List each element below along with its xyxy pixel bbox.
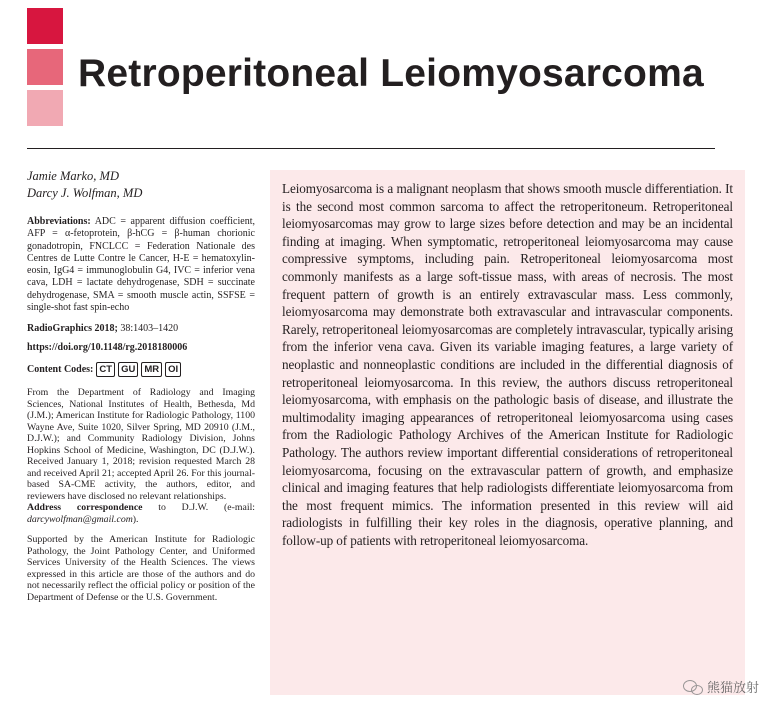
watermark-text: 熊猫放射 [706, 681, 759, 696]
content-codes-label: Content Codes: [27, 364, 94, 376]
support-text: Supported by the American Institute for Radiologic Pathology, the Joint Pathology Center, and Uniformed Services University of the Health Sciences. The views expressed in this article are those of the authors and do not necessarily reflect the official policy or position of the Department of Defense or the U.S. Government. [27, 534, 255, 603]
affiliation-text: From the Department of Radiology and Imaging Sciences, National Institutes of Health, Bethesda, Md (J.M.); American Institute for Radiologic Pathology, 1100 Wayne Ave, Suite 1020, Silver Spring, MD 20910 (J.M., D.J.W.); and Community Radiology Division, Johns Hopkins School of Medicine, Washington, DC (D.J.W.). Received January 1, 2018; revision requested March 28 and received April 21; accepted April 26. For this journal-based SA-CME activity, the authors, editor, and reviewers have disclosed no relevant relationships. [27, 387, 255, 502]
title-accent-squares [27, 8, 63, 131]
citation-volume: 38:1403–1420 [117, 323, 179, 335]
author-1: Jamie Marko, MD [27, 169, 119, 183]
content-code-mr: MR [141, 362, 162, 377]
citation [27, 323, 255, 335]
sidebar-column [27, 168, 255, 603]
title-divider [27, 148, 715, 149]
correspondence-label: Address correspondence [27, 502, 143, 514]
correspondence-end: ). [132, 513, 139, 525]
abstract-text: Leiomyosarcoma is a malignant neoplasm that shows smooth muscle differentiation. It is the second most common sarcoma to affect the retroperitoneum. Retroperitoneal leiomyosarcomas may grow to large sizes before detection and may be an incidental finding at imaging. When symptomatic, retroperitoneal leiomyosarcoma may cause compressive symptoms, including pain. Retroperitoneal leiomyosarcoma most commonly manifests as a large soft-tissue mass, with areas of necrosis. The most frequent pattern of growth is an entirely extravascular mass. Less commonly, leiomyosarcoma may demonstrate both extravascular and intravascular components. Rarely, retroperitoneal leiomyosarcomas are completely intravascular, typically arising from the inferior vena cava. Given its variable imaging features, a large variety of neoplastic and nonneoplastic conditions are included in the differential diagnosis of retroperitoneal leiomyosarcoma. In this review, the authors discuss retroperitoneal leiomyosarcoma, with emphasis on the pathologic basis of disease, and illustrate the multimodality imaging appearances of retroperitoneal leiomyosarcoma using cases from the Radiologic Pathology Archives of the American Institute for Radiologic Pathology. The authors review important differential considerations of retroperitoneal leiomyosarcoma, focusing on the extravascular pattern of growth, and emphasize clinical and imaging features that help radiologists differentiate leiomyosarcoma from the most frequent mimics. The information presented in this review will aid radiologists in fulfilling their key roles in the diagnosis, operative planning, and follow-up of patients with retroperitoneal leiomyosarcoma. [282, 181, 733, 548]
abstract-box [270, 170, 745, 695]
doi-link[interactable]: https://doi.org/10.1148/rg.2018180006 [27, 342, 188, 354]
content-code-oi: OI [165, 362, 181, 377]
journal-name: RadioGraphics 2018; [27, 323, 118, 335]
article-title: Retroperitoneal Leiomyosarcoma [78, 52, 704, 95]
correspondence [27, 502, 255, 525]
accent-square-3 [27, 90, 63, 126]
abbreviations-label: Abbreviations: [27, 216, 91, 227]
watermark [683, 677, 759, 696]
content-code-gu: GU [118, 362, 138, 377]
accent-square-1 [27, 8, 63, 44]
wechat-icon [683, 679, 703, 695]
correspondence-email[interactable]: darcywolfman@gmail.com [27, 513, 133, 525]
abbreviations [27, 216, 255, 314]
content-code-ct: CT [96, 362, 115, 377]
accent-square-2 [27, 49, 63, 85]
content-codes [27, 362, 255, 377]
author-2: Darcy J. Wolfman, MD [27, 186, 143, 200]
abbreviations-text: ADC = apparent diffusion coefficient, AFP = α-fetoprotein, β-hCG = β-human chorionic gonadotropin, FNCLCC = Federation Nationale des Centres de Lutte Contre le Cancer, H-E = hematoxylin-eosin, IgG4 = immunoglobulin G4, IVC = inferior vena cava, LDH = lactate dehydrogenase, SDH = succinate dehydrogenase, SMA = smooth muscle actin, SSFSE = single-shot fast spin-echo [27, 216, 255, 314]
correspondence-text: to D.J.W. (e-mail: [142, 502, 256, 514]
